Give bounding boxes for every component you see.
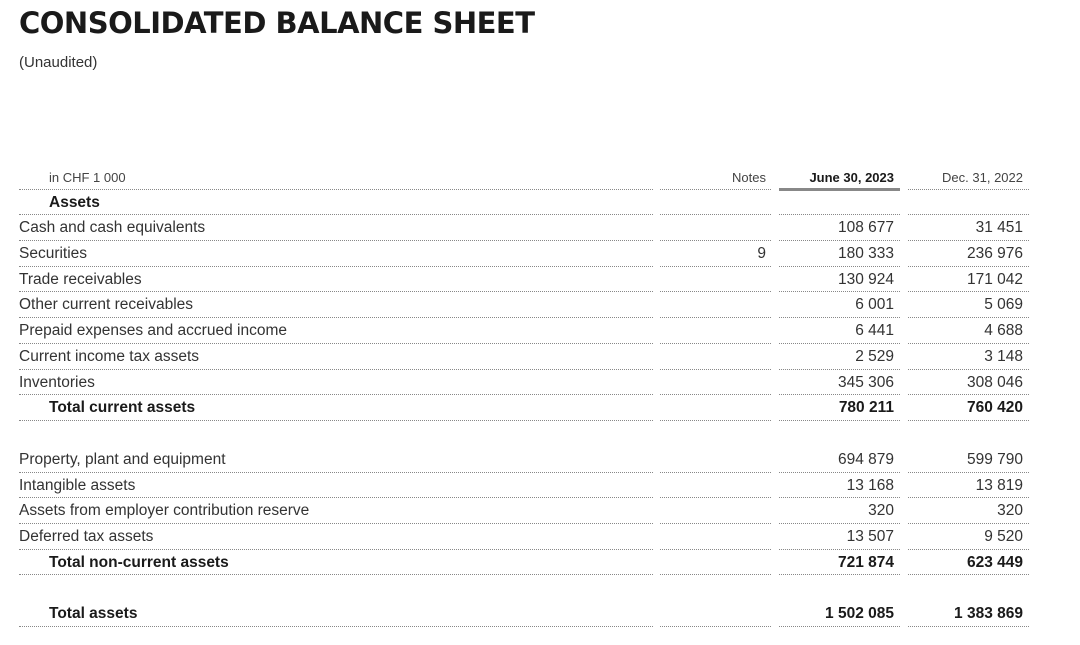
row-value-current: 694 879 xyxy=(837,450,894,468)
col-header-previous: Dec. 31, 2022 xyxy=(942,170,1023,185)
row-value-previous: 623 449 xyxy=(966,553,1023,571)
row-value-previous: 4 688 xyxy=(984,322,1023,340)
row-label: Trade receivables xyxy=(19,270,142,288)
row-value-current: 780 211 xyxy=(838,399,894,417)
table-row xyxy=(19,215,1029,241)
row-value-current: 180 333 xyxy=(837,245,894,263)
row-value-current: 1 502 085 xyxy=(825,605,894,623)
row-value-previous: 599 790 xyxy=(966,450,1023,468)
row-value-current: 2 529 xyxy=(855,347,894,365)
section-label: Assets xyxy=(49,193,100,211)
table-row xyxy=(19,241,1029,267)
row-label: Current income tax assets xyxy=(19,347,200,365)
row-value-current: 345 306 xyxy=(837,373,894,391)
table-header-row xyxy=(19,164,1029,190)
row-label: Other current receivables xyxy=(19,296,194,314)
table-row xyxy=(19,498,1029,524)
row-value-current: 13 507 xyxy=(846,527,894,545)
row-value-previous: 760 420 xyxy=(966,399,1023,417)
row-label: Securities xyxy=(19,245,88,263)
table-row xyxy=(19,370,1029,396)
unit-label: in CHF 1 000 xyxy=(49,170,126,185)
row-value-current: 320 xyxy=(868,502,894,520)
row-value-previous: 31 451 xyxy=(975,219,1023,237)
col-header-current: June 30, 2023 xyxy=(809,170,894,185)
table-row xyxy=(19,524,1029,550)
page-title: CONSOLIDATED BALANCE SHEET xyxy=(19,6,535,40)
row-value-current: 6 441 xyxy=(855,322,894,340)
row-label: Cash and cash equivalents xyxy=(19,219,206,237)
table-row xyxy=(19,292,1029,318)
row-label: Inventories xyxy=(19,373,95,391)
row-value-current: 108 677 xyxy=(837,219,894,237)
table-row xyxy=(19,473,1029,499)
row-label: Total non-current assets xyxy=(49,553,229,571)
row-label: Total assets xyxy=(49,605,138,623)
table-row xyxy=(19,447,1029,473)
row-value-previous: 3 148 xyxy=(984,347,1023,365)
row-label: Intangible assets xyxy=(19,476,136,494)
row-value-previous: 320 xyxy=(997,502,1023,520)
row-label: Property, plant and equipment xyxy=(19,450,226,468)
row-notes: 9 xyxy=(757,245,766,263)
row-value-previous: 236 976 xyxy=(966,245,1023,263)
row-label: Prepaid expenses and accrued income xyxy=(19,322,287,340)
balance-sheet-table xyxy=(19,164,1029,627)
table-row xyxy=(19,318,1029,344)
total-current-assets-row xyxy=(19,395,1029,421)
row-label: Total current assets xyxy=(49,399,196,417)
row-value-previous: 171 042 xyxy=(966,270,1023,288)
row-value-current: 6 001 xyxy=(855,296,894,314)
row-value-current: 130 924 xyxy=(837,270,894,288)
row-value-current: 721 874 xyxy=(837,553,894,571)
total-noncurrent-assets-row xyxy=(19,550,1029,576)
section-heading-assets xyxy=(19,190,1029,216)
row-value-previous: 13 819 xyxy=(975,476,1023,494)
row-label: Assets from employer contribution reserve xyxy=(19,502,310,520)
page-subtitle: (Unaudited) xyxy=(19,54,98,71)
row-value-previous: 5 069 xyxy=(984,296,1023,314)
row-value-previous: 308 046 xyxy=(966,373,1023,391)
row-value-previous: 9 520 xyxy=(984,527,1023,545)
table-row xyxy=(19,267,1029,293)
row-value-current: 13 168 xyxy=(846,476,894,494)
row-value-previous: 1 383 869 xyxy=(954,605,1023,623)
current-assets-group xyxy=(19,215,1029,395)
row-label: Deferred tax assets xyxy=(19,527,154,545)
total-assets-row xyxy=(19,601,1029,627)
col-header-notes: Notes xyxy=(732,170,766,185)
table-row xyxy=(19,344,1029,370)
noncurrent-assets-group xyxy=(19,447,1029,550)
